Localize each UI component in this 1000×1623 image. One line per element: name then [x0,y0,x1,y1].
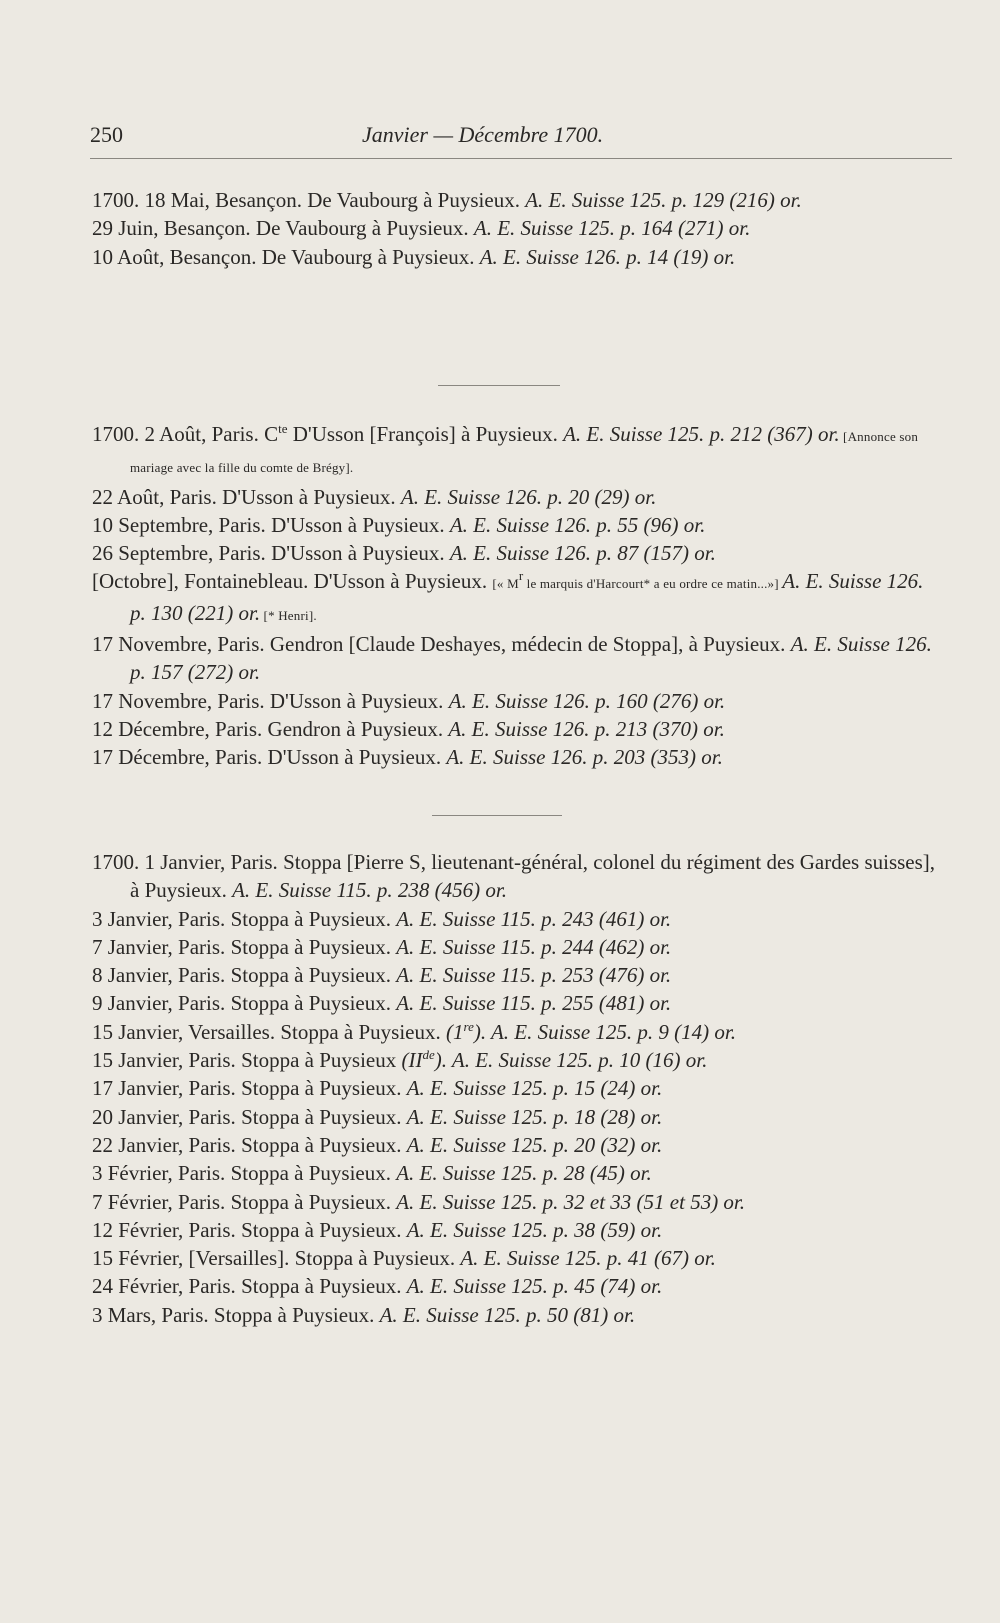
entry-text: De Vaubourg à Puysieux. [301,188,526,212]
entry [92,933,938,961]
entry-date: 7 Janvier, Paris. [92,934,226,959]
entry-text: D'Usson à Puysieux. [262,745,447,770]
entry [92,214,938,242]
entry-note: [« M [492,576,519,592]
entry [92,989,938,1017]
entry [92,1301,938,1329]
entry-date: 12 Décembre, Paris. [92,716,263,741]
entry-text: Gendron [Claude Deshayes, médecin de Stoppa], à Puysieux. [264,632,791,657]
entry [92,243,938,271]
entry-date: 15 Février, [Versailles]. [92,1246,290,1271]
entry [92,848,938,905]
entry-date: 29 Juin, Besançon. [92,216,251,241]
entry [92,1018,938,1046]
entry-date: 15 Janvier, Paris. [92,1048,236,1073]
entry [92,715,938,743]
entry [92,567,938,630]
entry-date: 9 Janvier, Paris. [92,991,226,1016]
entry-sup: de [422,1047,435,1063]
entry-ref: A. E. Suisse 115. p. 244 (462) or. [396,934,672,959]
entry-text: Stoppa à Puysieux. [275,1019,446,1044]
entry [92,1074,938,1102]
entry [92,1244,938,1272]
entry-date: 12 Février, Paris. [92,1217,236,1242]
entry-sup: re [463,1018,474,1034]
entry-date: 1700. 2 Août, Paris. [92,422,259,446]
entry-ref: A. E. Suisse 126. p. 55 (96) or. [449,512,706,537]
entry-text: De Vaubourg à Puysieux. [256,244,480,269]
section-vaubourg [92,186,938,271]
entry-text: D'Usson à Puysieux. [265,541,450,566]
entry-text: Stoppa à Puysieux. [225,934,397,959]
entry-ref: A. E. Suisse 125. p. 15 (24) or. [406,1076,663,1101]
entry-text: Stoppa à Puysieux [235,1048,402,1073]
entry [92,1046,938,1074]
entry [92,1188,938,1216]
entry-date: 17 Novembre, Paris. [92,632,265,657]
entry-date: 1700. 1 Janvier, Paris. [92,850,278,874]
entry-note: [* Henri]. [260,607,317,623]
entry-date: 3 Février, Paris. [92,1161,226,1186]
entry-date: 17 Janvier, Paris. [92,1076,236,1101]
entry-text: Stoppa à Puysieux. [235,1076,407,1101]
entry-ref: A. E. Suisse 125. p. 20 (32) or. [406,1132,663,1157]
entry-ref: A. E. Suisse 115. p. 253 (476) or. [396,963,672,988]
entry [92,511,938,539]
entry-date: 26 Septembre, Paris. [92,541,266,566]
entry-text: Stoppa [Pierre S, lieutenant-général, colonel du régiment des Gardes suisses], à Puysieux. [130,850,936,903]
entry [92,687,938,715]
entry-sup: r [518,568,524,584]
section-divider [432,815,562,816]
entry-date: 3 Janvier, Paris. [92,906,226,931]
entry-text: D'Usson à Puysieux. [308,569,493,594]
entry-date: 1700. 18 Mai, Besançon. [92,188,302,212]
entry-text: Stoppa à Puysieux. [225,906,397,931]
entry-ref: A. E. Suisse 126. p. 20 (29) or. [400,484,657,509]
entry-ref: A. E. Suisse 125. p. 38 (59) or. [406,1217,663,1242]
entry [92,483,938,511]
entry-sup: te [278,421,288,436]
entry-text: C [258,422,279,446]
entry [92,1272,938,1300]
entry-ital: ). [434,1048,447,1073]
section-divider [438,385,560,386]
entry-date: 10 Septembre, Paris. [92,512,266,537]
entry-ref: A. E. Suisse 125. p. 28 (45) or. [396,1161,652,1186]
entry-date: 22 Août, Paris. [92,484,217,509]
entry-date: 22 Janvier, Paris. [92,1132,236,1157]
entry-ref: A. E. Suisse 115. p. 243 (461) or. [396,906,672,931]
entry [92,961,938,989]
entry-ref: A. E. Suisse 125. p. 45 (74) or. [406,1274,663,1299]
entry-text: D'Usson à Puysieux. [265,512,450,537]
entry-text: Stoppa à Puysieux. [225,963,397,988]
entry-ital: ). [473,1019,487,1044]
entry-ref: A. E. Suisse 125. p. 50 (81) or. [379,1302,636,1327]
entry-ital: (II [401,1048,423,1073]
entry [92,1131,938,1159]
entry-text: D'Usson [François] à Puysieux. [287,422,564,446]
entry-text: De Vaubourg à Puysieux. [250,216,474,241]
entry-date: 20 Janvier, Paris. [92,1104,236,1129]
entry-date: 17 Décembre, Paris. [92,745,263,770]
entry-ref: A. E. Suisse 126. p. 87 (157) or. [449,541,716,566]
entry-ref: A. E. Suisse 126. p. 14 (19) or. [479,244,736,269]
entry-text: Stoppa à Puysieux. [225,1161,397,1186]
entry-ref: A. E. Suisse 125. p. 18 (28) or. [406,1104,663,1129]
entry-ref: A. E. Suisse 126. p. 157 (272) or. [130,632,932,685]
entry-date: [Octobre], Fontainebleau. [92,569,309,594]
entry-note: [Annonce son mariage avec la fille du comte de Brégy]. [130,429,919,476]
entry [92,1159,938,1187]
entry-ref: A. E. Suisse 125. p. 129 (216) or. [525,188,802,212]
entry-text: Stoppa à Puysieux. [235,1132,407,1157]
header-rule [90,158,952,159]
entry [92,1103,938,1131]
entry [92,630,938,687]
entry-ref: A. E. Suisse 125. p. 10 (16) or. [447,1048,708,1073]
entry-date: 8 Janvier, Paris. [92,963,226,988]
entry-text: Stoppa à Puysieux. [235,1104,407,1129]
entry-ref: A. E. Suisse 126. p. 203 (353) or. [446,745,723,770]
entry-text: Stoppa à Puysieux. [235,1274,407,1299]
entry [92,743,938,771]
entry-text: Stoppa à Puysieux. [289,1246,461,1271]
running-title: Janvier — Décembre 1700. [362,122,604,147]
section-dusson [92,420,938,772]
entry-ref: A. E. Suisse 125. p. 32 et 33 (51 et 53) or. [396,1189,746,1214]
entry [92,420,938,483]
entry [92,905,938,933]
entry-ref: A. E. Suisse 125. p. 164 (271) or. [473,216,751,241]
entry-ref: A. E. Suisse 125. p. 9 (14) or. [486,1019,736,1044]
entry-date: 24 Février, Paris. [92,1274,236,1299]
entry-ref: A. E. Suisse 126. p. 213 (370) or. [448,716,725,741]
entry-text: D'Usson à Puysieux. [216,484,401,509]
section-stoppa [92,848,938,1329]
entry-ref: A. E. Suisse 126. p. 160 (276) or. [448,688,726,713]
entry-ref: A. E. Suisse 126. p. 130 (221) or. [130,569,924,625]
entry-text: Stoppa à Puysieux. [208,1302,380,1327]
entry-note: le marquis d'Harcourt* a eu ordre ce matin...»] [523,576,783,592]
entry-date: 3 Mars, Paris. [92,1302,209,1327]
entry-ref: A. E. Suisse 115. p. 255 (481) or. [396,991,672,1016]
entry-ref: A. E. Suisse 125. p. 212 (367) or. [563,422,840,446]
entry [92,1216,938,1244]
entry-text: D'Usson à Puysieux. [264,688,449,713]
entry-text: Stoppa à Puysieux. [225,991,397,1016]
page-header [90,122,950,158]
entry-ref: A. E. Suisse 125. p. 41 (67) or. [460,1246,716,1271]
entry-date: 15 Janvier, Versailles. [92,1019,276,1044]
entry-text: Stoppa à Puysieux. [235,1217,407,1242]
entry-ital: (1 [446,1019,464,1044]
entry [92,186,938,214]
page-number: 250 [90,122,123,147]
entry [92,539,938,567]
entry-text: Gendron à Puysieux. [262,716,449,741]
entry-date: 17 Novembre, Paris. [92,688,265,713]
entry-text: Stoppa à Puysieux. [225,1189,397,1214]
entry-date: 10 Août, Besançon. [92,244,257,269]
entry-date: 7 Février, Paris. [92,1189,226,1214]
entry-ref: A. E. Suisse 115. p. 238 (456) or. [232,878,508,903]
